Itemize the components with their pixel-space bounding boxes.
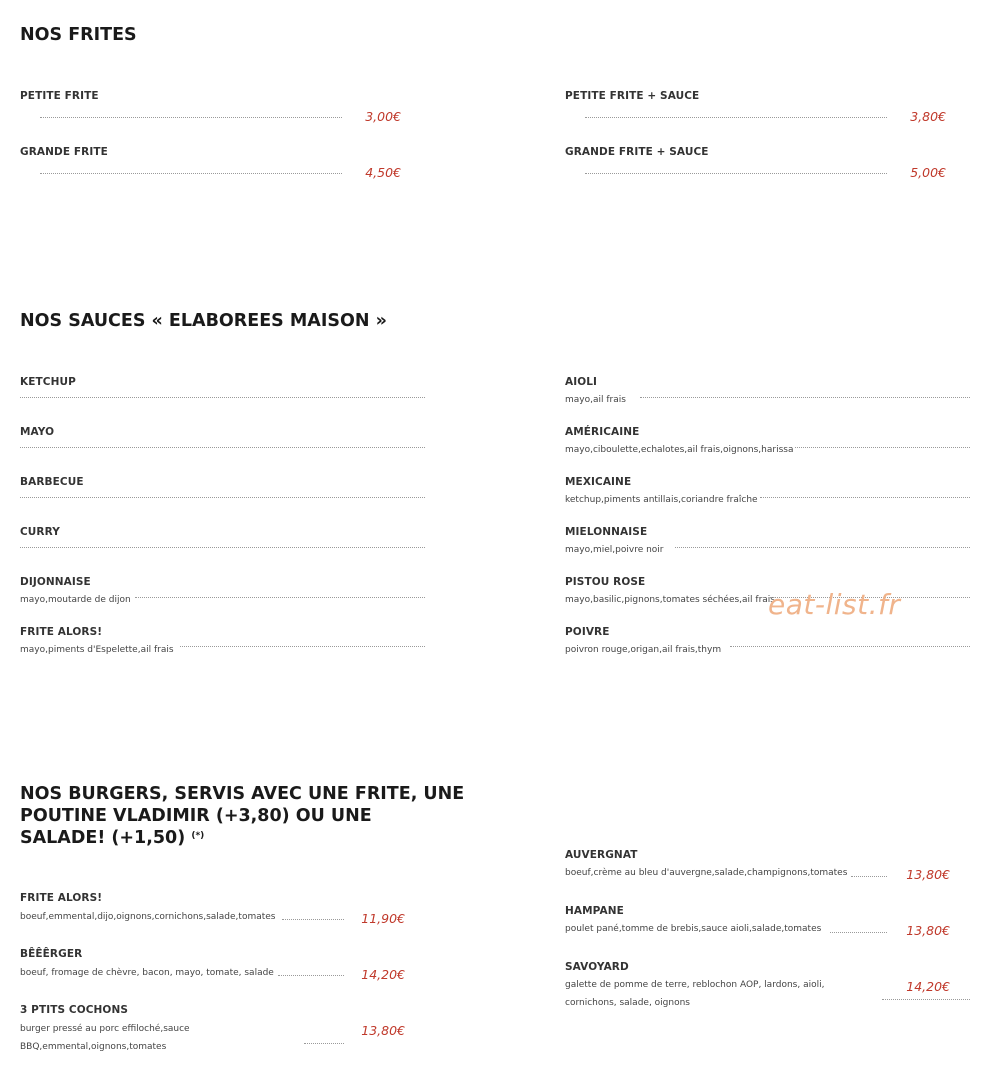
item-name: 3 PTITS COCHONS <box>20 1004 129 1016</box>
item-price: 13,80€ <box>906 923 950 938</box>
item-name: AIOLI <box>565 376 598 388</box>
item-description: ketchup,piments antillais,coriandre fraîche <box>565 495 758 505</box>
item-price: 4,50€ <box>365 165 401 180</box>
item-name: GRANDE FRITE + SAUCE <box>565 146 709 158</box>
item-name: FRITE ALORS! <box>20 892 103 904</box>
item-description: cornichons, salade, oignons <box>565 998 690 1008</box>
item-price: 3,00€ <box>365 109 401 124</box>
item-description: mayo,basilic,pignons,tomates séchées,ail frais <box>565 595 775 605</box>
dotted-leader <box>830 932 887 933</box>
item-description: poivron rouge,origan,ail frais,thym <box>565 645 722 655</box>
title-note: (*) <box>191 831 205 841</box>
dotted-leader <box>851 876 887 877</box>
section-title-sauces: NOS SAUCES « ELABOREES MAISON » <box>20 311 387 331</box>
item-name: AMÉRICAINE <box>565 426 640 438</box>
dotted-leader <box>304 1043 344 1044</box>
dotted-leader <box>20 397 425 398</box>
item-description: mayo,moutarde de dijon <box>20 595 131 605</box>
watermark: eat-list.fr <box>768 588 901 621</box>
item-name: SAVOYARD <box>565 961 629 973</box>
item-name: FRITE ALORS! <box>20 626 103 638</box>
dotted-leader <box>278 975 344 976</box>
item-name: HAMPANE <box>565 905 624 917</box>
item-description: BBQ,emmental,oignons,tomates <box>20 1042 167 1052</box>
dotted-leader <box>730 646 970 647</box>
item-description: burger pressé au porc effiloché,sauce <box>20 1024 190 1034</box>
item-name: MEXICAINE <box>565 476 632 488</box>
dotted-leader <box>40 117 342 118</box>
item-name: KETCHUP <box>20 376 76 388</box>
item-name: BÊÊÊRGER <box>20 948 83 960</box>
item-price: 11,90€ <box>361 911 405 926</box>
item-price: 13,80€ <box>906 867 950 882</box>
dotted-leader <box>640 397 970 398</box>
dotted-leader <box>20 547 425 548</box>
dotted-leader <box>675 547 970 548</box>
dotted-leader <box>20 497 425 498</box>
item-name: BARBECUE <box>20 476 84 488</box>
dotted-leader <box>40 173 342 174</box>
dotted-leader <box>882 999 970 1000</box>
item-name: PETITE FRITE <box>20 90 99 102</box>
title-text: SALADE! (+1,50) <box>20 828 186 848</box>
title-line: POUTINE VLADIMIR (+3,80) OU UNE <box>20 806 372 826</box>
item-description: mayo,piments d'Espelette,ail frais <box>20 645 174 655</box>
item-description: galette de pomme de terre, reblochon AOP, lardons, aioli, <box>565 980 825 990</box>
item-name: PETITE FRITE + SAUCE <box>565 90 700 102</box>
dotted-leader <box>760 497 970 498</box>
dotted-leader <box>180 646 425 647</box>
item-description: poulet pané,tomme de brebis,sauce aioli,salade,tomates <box>565 924 822 934</box>
section-title-burgers <box>20 783 464 849</box>
item-price: 14,20€ <box>361 967 405 982</box>
item-name: POIVRE <box>565 626 610 638</box>
item-description: mayo,miel,poivre noir <box>565 545 664 555</box>
item-name: MAYO <box>20 426 55 438</box>
item-description: boeuf,crème au bleu d'auvergne,salade,champignons,tomates <box>565 868 848 878</box>
item-description: boeuf,emmental,dijo,oignons,cornichons,salade,tomates <box>20 912 276 922</box>
dotted-leader <box>585 117 887 118</box>
dotted-leader <box>135 597 425 598</box>
item-name: DIJONNAISE <box>20 576 91 588</box>
item-name: PISTOU ROSE <box>565 576 646 588</box>
dotted-leader <box>585 173 887 174</box>
dotted-leader <box>282 919 344 920</box>
dotted-leader <box>20 447 425 448</box>
item-price: 5,00€ <box>910 165 946 180</box>
item-price: 13,80€ <box>361 1023 405 1038</box>
item-name: CURRY <box>20 526 60 538</box>
item-name: GRANDE FRITE <box>20 146 108 158</box>
section-title-fries: NOS FRITES <box>20 25 137 45</box>
item-price: 3,80€ <box>910 109 946 124</box>
title-line: NOS BURGERS, SERVIS AVEC UNE FRITE, UNE <box>20 784 465 804</box>
item-description: boeuf, fromage de chèvre, bacon, mayo, tomate, salade <box>20 968 274 978</box>
item-description: mayo,ail frais <box>565 395 626 405</box>
item-name: MIELONNAISE <box>565 526 648 538</box>
dotted-leader <box>795 447 970 448</box>
item-price: 14,20€ <box>906 979 950 994</box>
item-description: mayo,ciboulette,echalotes,ail frais,oignons,harissa <box>565 445 794 455</box>
title-line <box>20 827 464 849</box>
item-name: AUVERGNAT <box>565 849 638 861</box>
